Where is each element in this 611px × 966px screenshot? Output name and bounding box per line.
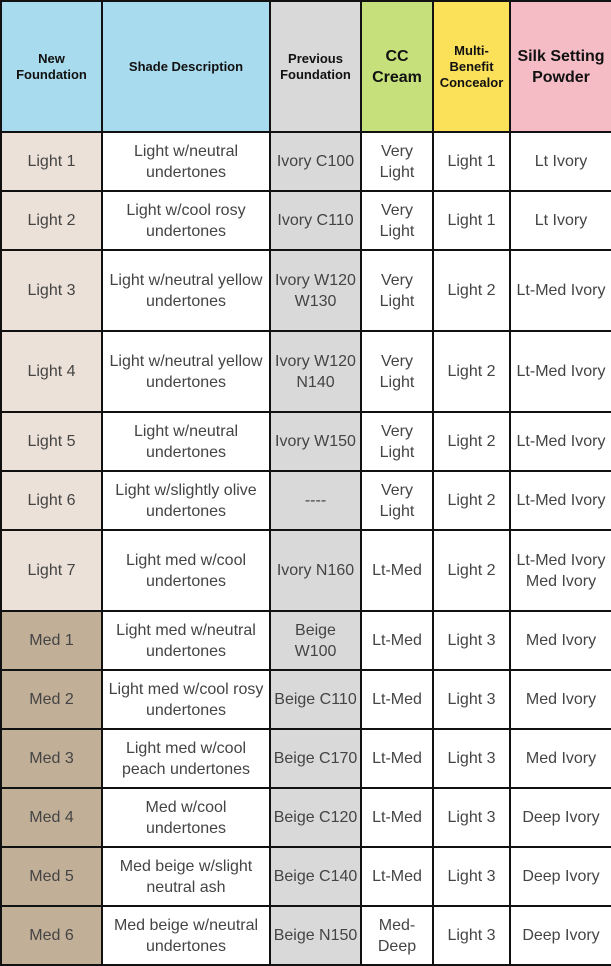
- previous-foundation-cell: Ivory C110: [270, 191, 361, 250]
- new-foundation-cell: Light 5: [1, 412, 102, 471]
- table-row: [1, 729, 611, 788]
- concealer-cell: Light 2: [433, 471, 510, 530]
- concealer-cell: Light 1: [433, 191, 510, 250]
- previous-foundation-cell: Beige N150: [270, 906, 361, 965]
- shade-description-cell: Light med w/neutral undertones: [102, 611, 270, 670]
- powder-cell: Lt-Med Ivory: [510, 331, 611, 412]
- powder-cell: Lt-Med Ivory: [510, 412, 611, 471]
- cc-cream-cell: Very Light: [361, 471, 433, 530]
- cc-cream-cell: Lt-Med: [361, 729, 433, 788]
- table-row: [1, 191, 611, 250]
- concealer-cell: Light 3: [433, 906, 510, 965]
- shade-description-cell: Light med w/cool rosy undertones: [102, 670, 270, 729]
- table-row: [1, 670, 611, 729]
- powder-cell: Lt-Med Ivory: [510, 471, 611, 530]
- table-row: [1, 132, 611, 191]
- cc-cream-cell: Very Light: [361, 250, 433, 331]
- powder-cell: Lt-Med Ivory Med Ivory: [510, 530, 611, 611]
- cc-cream-cell: Lt-Med: [361, 847, 433, 906]
- powder-cell: Deep Ivory: [510, 788, 611, 847]
- concealer-cell: Light 3: [433, 729, 510, 788]
- shade-description-cell: Light w/neutral undertones: [102, 132, 270, 191]
- new-foundation-cell: Med 5: [1, 847, 102, 906]
- new-foundation-cell: Light 1: [1, 132, 102, 191]
- shade-description-cell: Med beige w/neutral undertones: [102, 906, 270, 965]
- previous-foundation-cell: ----: [270, 471, 361, 530]
- header-cc-cream: CC Cream: [361, 1, 433, 132]
- shade-description-cell: Light w/slightly olive undertones: [102, 471, 270, 530]
- cc-cream-cell: Very Light: [361, 191, 433, 250]
- header-new-foundation: New Foundation: [1, 1, 102, 132]
- previous-foundation-cell: Ivory C100: [270, 132, 361, 191]
- table-row: [1, 331, 611, 412]
- new-foundation-cell: Light 3: [1, 250, 102, 331]
- table-row: [1, 847, 611, 906]
- powder-cell: Lt Ivory: [510, 191, 611, 250]
- powder-cell: Med Ivory: [510, 611, 611, 670]
- new-foundation-cell: Light 7: [1, 530, 102, 611]
- shade-description-cell: Med w/cool undertones: [102, 788, 270, 847]
- cc-cream-cell: Lt-Med: [361, 670, 433, 729]
- header-row: [1, 1, 611, 132]
- table-row: [1, 906, 611, 965]
- new-foundation-cell: Med 1: [1, 611, 102, 670]
- concealer-cell: Light 3: [433, 847, 510, 906]
- new-foundation-cell: Med 2: [1, 670, 102, 729]
- cc-cream-cell: Lt-Med: [361, 611, 433, 670]
- previous-foundation-cell: Beige C170: [270, 729, 361, 788]
- header-concealer: Multi-Benefit Concealor: [433, 1, 510, 132]
- shade-description-cell: Light med w/cool peach undertones: [102, 729, 270, 788]
- cc-cream-cell: Very Light: [361, 412, 433, 471]
- table-row: [1, 412, 611, 471]
- powder-cell: Lt-Med Ivory: [510, 250, 611, 331]
- shade-description-cell: Light med w/cool undertones: [102, 530, 270, 611]
- table-row: [1, 250, 611, 331]
- header-previous-foundation: Previous Foundation: [270, 1, 361, 132]
- previous-foundation-cell: Beige C110: [270, 670, 361, 729]
- shade-description-cell: Light w/neutral yellow undertones: [102, 331, 270, 412]
- new-foundation-cell: Light 6: [1, 471, 102, 530]
- table-row: [1, 611, 611, 670]
- previous-foundation-cell: Beige C120: [270, 788, 361, 847]
- concealer-cell: Light 2: [433, 250, 510, 331]
- concealer-cell: Light 3: [433, 670, 510, 729]
- table-row: [1, 788, 611, 847]
- cc-cream-cell: Med-Deep: [361, 906, 433, 965]
- concealer-cell: Light 2: [433, 530, 510, 611]
- previous-foundation-cell: Beige W100: [270, 611, 361, 670]
- concealer-cell: Light 3: [433, 788, 510, 847]
- powder-cell: Med Ivory: [510, 729, 611, 788]
- new-foundation-cell: Med 4: [1, 788, 102, 847]
- concealer-cell: Light 1: [433, 132, 510, 191]
- previous-foundation-cell: Beige C140: [270, 847, 361, 906]
- table-row: [1, 471, 611, 530]
- shade-description-cell: Light w/neutral undertones: [102, 412, 270, 471]
- cc-cream-cell: Very Light: [361, 132, 433, 191]
- new-foundation-cell: Med 6: [1, 906, 102, 965]
- new-foundation-cell: Light 4: [1, 331, 102, 412]
- powder-cell: Deep Ivory: [510, 847, 611, 906]
- shade-description-cell: Light w/neutral yellow undertones: [102, 250, 270, 331]
- cc-cream-cell: Lt-Med: [361, 530, 433, 611]
- powder-cell: Lt Ivory: [510, 132, 611, 191]
- header-powder: Silk Setting Powder: [510, 1, 611, 132]
- powder-cell: Med Ivory: [510, 670, 611, 729]
- previous-foundation-cell: Ivory W120 N140: [270, 331, 361, 412]
- cc-cream-cell: Very Light: [361, 331, 433, 412]
- table-row: [1, 530, 611, 611]
- powder-cell: Deep Ivory: [510, 906, 611, 965]
- previous-foundation-cell: Ivory N160: [270, 530, 361, 611]
- concealer-cell: Light 2: [433, 331, 510, 412]
- header-shade-description: Shade Description: [102, 1, 270, 132]
- new-foundation-cell: Light 2: [1, 191, 102, 250]
- concealer-cell: Light 2: [433, 412, 510, 471]
- shade-description-cell: Med beige w/slight neutral ash: [102, 847, 270, 906]
- cc-cream-cell: Lt-Med: [361, 788, 433, 847]
- previous-foundation-cell: Ivory W120 W130: [270, 250, 361, 331]
- previous-foundation-cell: Ivory W150: [270, 412, 361, 471]
- concealer-cell: Light 3: [433, 611, 510, 670]
- shade-description-cell: Light w/cool rosy undertones: [102, 191, 270, 250]
- new-foundation-cell: Med 3: [1, 729, 102, 788]
